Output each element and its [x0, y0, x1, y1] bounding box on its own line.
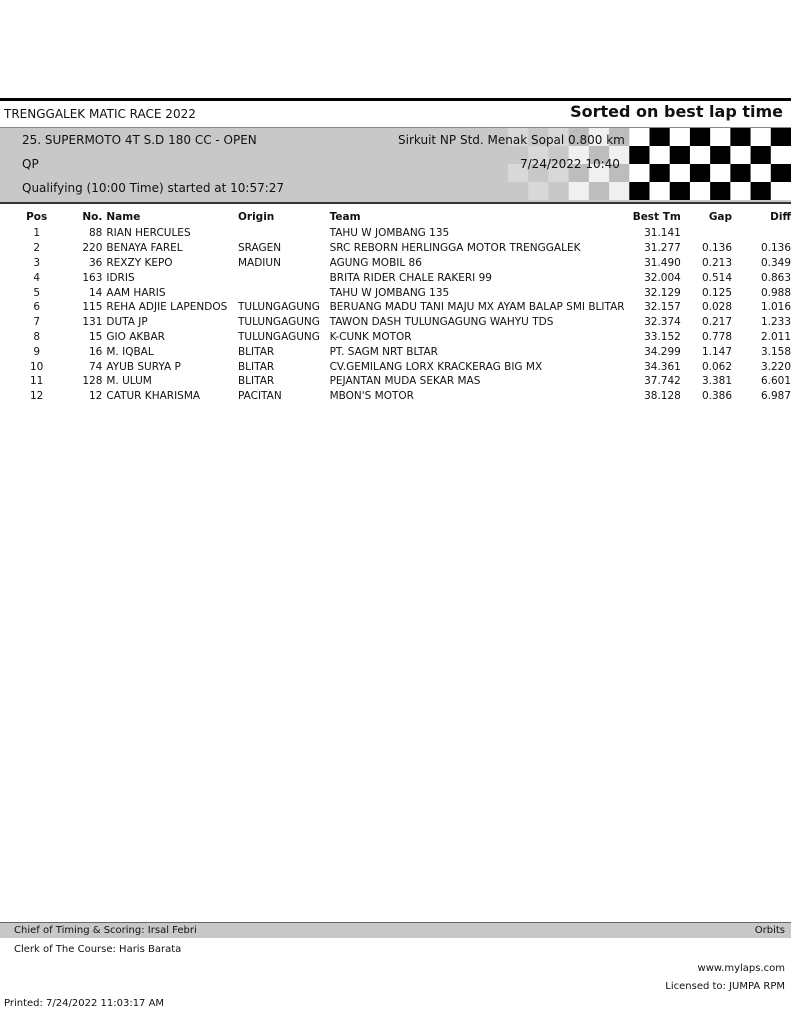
cell-origin: TULUNGAGUNG [237, 330, 320, 343]
cell-gap: 0.213 [701, 256, 733, 269]
flag-square [609, 182, 630, 200]
table-row [18, 226, 791, 241]
cell-no: 16 [89, 345, 103, 358]
flag-square [771, 164, 791, 183]
col-no: No. [82, 210, 103, 223]
flag-square [650, 182, 671, 200]
cell-pos: 8 [33, 330, 41, 343]
col-best-time: Best Tm [632, 210, 681, 223]
cell-no: 115 [82, 301, 103, 314]
table-row [18, 270, 791, 285]
cell-best-time: 38.128 [644, 390, 681, 403]
col-team: Team [329, 210, 361, 223]
cell-gap: 0.125 [701, 286, 733, 299]
table-row [18, 359, 791, 374]
flag-square [650, 146, 671, 165]
table-row [18, 330, 791, 345]
cell-no: 220 [82, 242, 103, 255]
cell-origin [238, 270, 330, 285]
cell-name: AYUB SURYA P [106, 360, 181, 373]
cell-origin [238, 226, 330, 241]
cell-name: IDRIS [106, 271, 135, 284]
sort-label: Sorted on best lap time [570, 102, 783, 121]
cell-best-time: 32.374 [644, 316, 681, 329]
cell-name: M. ULUM [106, 375, 152, 388]
cell-best-time: 37.742 [644, 375, 681, 388]
cell-pos: 4 [33, 271, 41, 284]
cell-diff: 0.863 [760, 271, 791, 284]
cell-diff [732, 226, 791, 241]
cell-gap: 0.778 [701, 330, 733, 343]
flag-square [670, 182, 691, 200]
cell-gap: 3.381 [701, 375, 733, 388]
cell-team: BERUANG MADU TANI MAJU MX AYAM BALAP SMI BLITAR [329, 301, 625, 314]
cell-diff: 2.011 [760, 330, 791, 343]
cell-gap: 0.136 [701, 242, 733, 255]
cell-origin [238, 285, 330, 300]
top-rule [0, 98, 791, 101]
race-title: 25. SUPERMOTO 4T S.D 180 CC - OPEN [22, 133, 257, 147]
table-row [18, 285, 791, 300]
flag-square [771, 182, 791, 200]
cell-gap: 0.514 [701, 271, 733, 284]
cell-name: RIAN HERCULES [106, 227, 191, 240]
flag-square [589, 182, 610, 200]
results-table [18, 210, 791, 404]
cell-best-time: 32.004 [644, 271, 681, 284]
flag-square [569, 182, 590, 200]
cell-team: TAWON DASH TULUNGAGUNG WAHYU TDS [329, 316, 554, 329]
cell-gap [681, 226, 732, 241]
cell-name: GIO AKBAR [106, 330, 165, 343]
cell-pos: 6 [33, 301, 41, 314]
cell-pos: 1 [33, 227, 41, 240]
flag-square [508, 182, 529, 200]
cell-origin: BLITAR [237, 360, 275, 373]
table-row [18, 315, 791, 330]
chief-of-timing: Chief of Timing & Scoring: Irsal Febri [14, 925, 197, 936]
col-gap: Gap [708, 210, 733, 223]
clerk-of-course: Clerk of The Course: Haris Barata [14, 944, 182, 955]
cell-team: AGUNG MOBIL 86 [329, 256, 422, 269]
cell-origin: MADIUN [237, 256, 281, 269]
flag-square [710, 146, 731, 165]
cell-diff: 0.136 [760, 242, 791, 255]
cell-pos: 11 [30, 375, 44, 388]
cell-no: 131 [82, 316, 103, 329]
flag-square [730, 128, 751, 147]
cell-gap: 0.028 [701, 301, 733, 314]
flag-square [670, 146, 691, 165]
printed-timestamp: Printed: 7/24/2022 11:03:17 AM [4, 998, 165, 1009]
cell-origin: TULUNGAGUNG [237, 316, 320, 329]
flag-square [629, 182, 650, 200]
cell-diff: 3.158 [760, 345, 791, 358]
cell-no: 15 [89, 330, 103, 343]
cell-team: PT. SAGM NRT BLTAR [329, 345, 438, 358]
cell-diff: 6.987 [760, 390, 791, 403]
cell-diff: 6.601 [760, 375, 791, 388]
cell-team: K-CUNK MOTOR [329, 330, 412, 343]
cell-no: 12 [89, 390, 103, 403]
cell-team: CV.GEMILANG LORX KRACKERAG BIG MX [329, 360, 543, 373]
flag-square [730, 164, 751, 183]
cell-diff: 0.349 [760, 256, 791, 269]
cell-pos: 2 [33, 242, 41, 255]
cell-origin: TULUNGAGUNG [237, 301, 320, 314]
flag-square [730, 182, 751, 200]
cell-name: DUTA JP [106, 316, 148, 329]
session-start: Qualifying (10:00 Time) started at 10:57:27 [22, 181, 285, 195]
cell-no: 14 [89, 286, 103, 299]
orbits-label: Orbits [754, 925, 785, 936]
cell-pos: 10 [30, 360, 44, 373]
cell-pos: 12 [30, 390, 44, 403]
col-pos: Pos [26, 210, 48, 223]
cell-no: 36 [89, 256, 103, 269]
flag-square [751, 182, 772, 200]
flag-square [710, 182, 731, 200]
cell-no: 88 [89, 227, 103, 240]
table-row [18, 300, 791, 315]
cell-best-time: 34.299 [644, 345, 681, 358]
table-row [18, 241, 791, 256]
flag-square [730, 146, 751, 165]
flag-square [690, 128, 711, 147]
cell-gap: 0.386 [701, 390, 733, 403]
flag-square [690, 146, 711, 165]
cell-name: CATUR KHARISMA [106, 390, 201, 403]
flag-square [751, 128, 772, 147]
website-link[interactable]: www.mylaps.com [697, 963, 785, 974]
cell-best-time: 32.129 [644, 286, 681, 299]
session-datetime: 7/24/2022 10:40 [520, 157, 620, 171]
cell-diff: 0.988 [760, 286, 791, 299]
track-info: Sirkuit NP Std. Menak Sopal 0.800 km [398, 133, 625, 147]
cell-diff: 3.220 [760, 360, 791, 373]
cell-best-time: 31.277 [644, 242, 681, 255]
cell-pos: 5 [33, 286, 41, 299]
flag-square [690, 182, 711, 200]
cell-no: 163 [82, 271, 103, 284]
cell-pos: 9 [33, 345, 41, 358]
flag-square [670, 164, 691, 183]
cell-team: TAHU W JOMBANG 135 [329, 286, 450, 299]
flag-square [690, 164, 711, 183]
cell-best-time: 31.490 [644, 256, 681, 269]
cell-pos: 3 [33, 256, 41, 269]
cell-best-time: 32.157 [644, 301, 681, 314]
flag-square [528, 182, 549, 200]
cell-team: TAHU W JOMBANG 135 [329, 227, 450, 240]
cell-gap: 0.217 [701, 316, 733, 329]
flag-square [650, 164, 671, 183]
cell-origin: SRAGEN [237, 242, 282, 255]
cell-no: 128 [82, 375, 103, 388]
cell-no: 74 [89, 360, 103, 373]
cell-gap: 0.062 [701, 360, 733, 373]
flag-square [771, 128, 791, 147]
cell-diff: 1.016 [760, 301, 791, 314]
cell-origin: BLITAR [237, 345, 275, 358]
cell-name: AAM HARIS [106, 286, 166, 299]
cell-name: REXZY KEPO [106, 256, 173, 269]
flag-square [771, 146, 791, 165]
cell-diff: 1.233 [760, 316, 791, 329]
session-code: QP [22, 157, 39, 171]
cell-best-time: 34.361 [644, 360, 681, 373]
flag-square [650, 128, 671, 147]
flag-square [629, 146, 650, 165]
event-title: TRENGGALEK MATIC RACE 2022 [4, 107, 196, 121]
flag-square [629, 164, 650, 183]
flag-square [548, 182, 569, 200]
cell-team: MBON'S MOTOR [329, 390, 414, 403]
cell-team: BRITA RIDER CHALE RAKERI 99 [329, 271, 492, 284]
cell-gap: 1.147 [701, 345, 733, 358]
flag-square [710, 128, 731, 147]
flag-square [710, 164, 731, 183]
cell-team: SRC REBORN HERLINGGA MOTOR TRENGGALEK [329, 242, 581, 255]
table-row [18, 374, 791, 389]
cell-name: REHA ADJIE LAPENDOS [106, 301, 228, 314]
cell-pos: 7 [33, 316, 41, 329]
flag-square [629, 128, 650, 147]
col-diff: Diff [770, 210, 791, 223]
col-origin: Origin [237, 210, 275, 223]
flag-square [751, 146, 772, 165]
cell-name: M. IQBAL [106, 345, 154, 358]
cell-best-time: 33.152 [644, 330, 681, 343]
table-row [18, 256, 791, 271]
cell-origin: PACITAN [237, 390, 282, 403]
col-name: Name [106, 210, 141, 223]
table-row [18, 389, 791, 404]
table-header-row [18, 210, 791, 226]
cell-team: PEJANTAN MUDA SEKAR MAS [329, 375, 481, 388]
flag-square [751, 164, 772, 183]
cell-name: BENAYA FAREL [106, 242, 183, 255]
license-info: Licensed to: JUMPA RPM [665, 981, 785, 992]
table-row [18, 344, 791, 359]
cell-best-time: 31.141 [644, 227, 681, 240]
flag-square [670, 128, 691, 147]
cell-origin: BLITAR [237, 375, 275, 388]
